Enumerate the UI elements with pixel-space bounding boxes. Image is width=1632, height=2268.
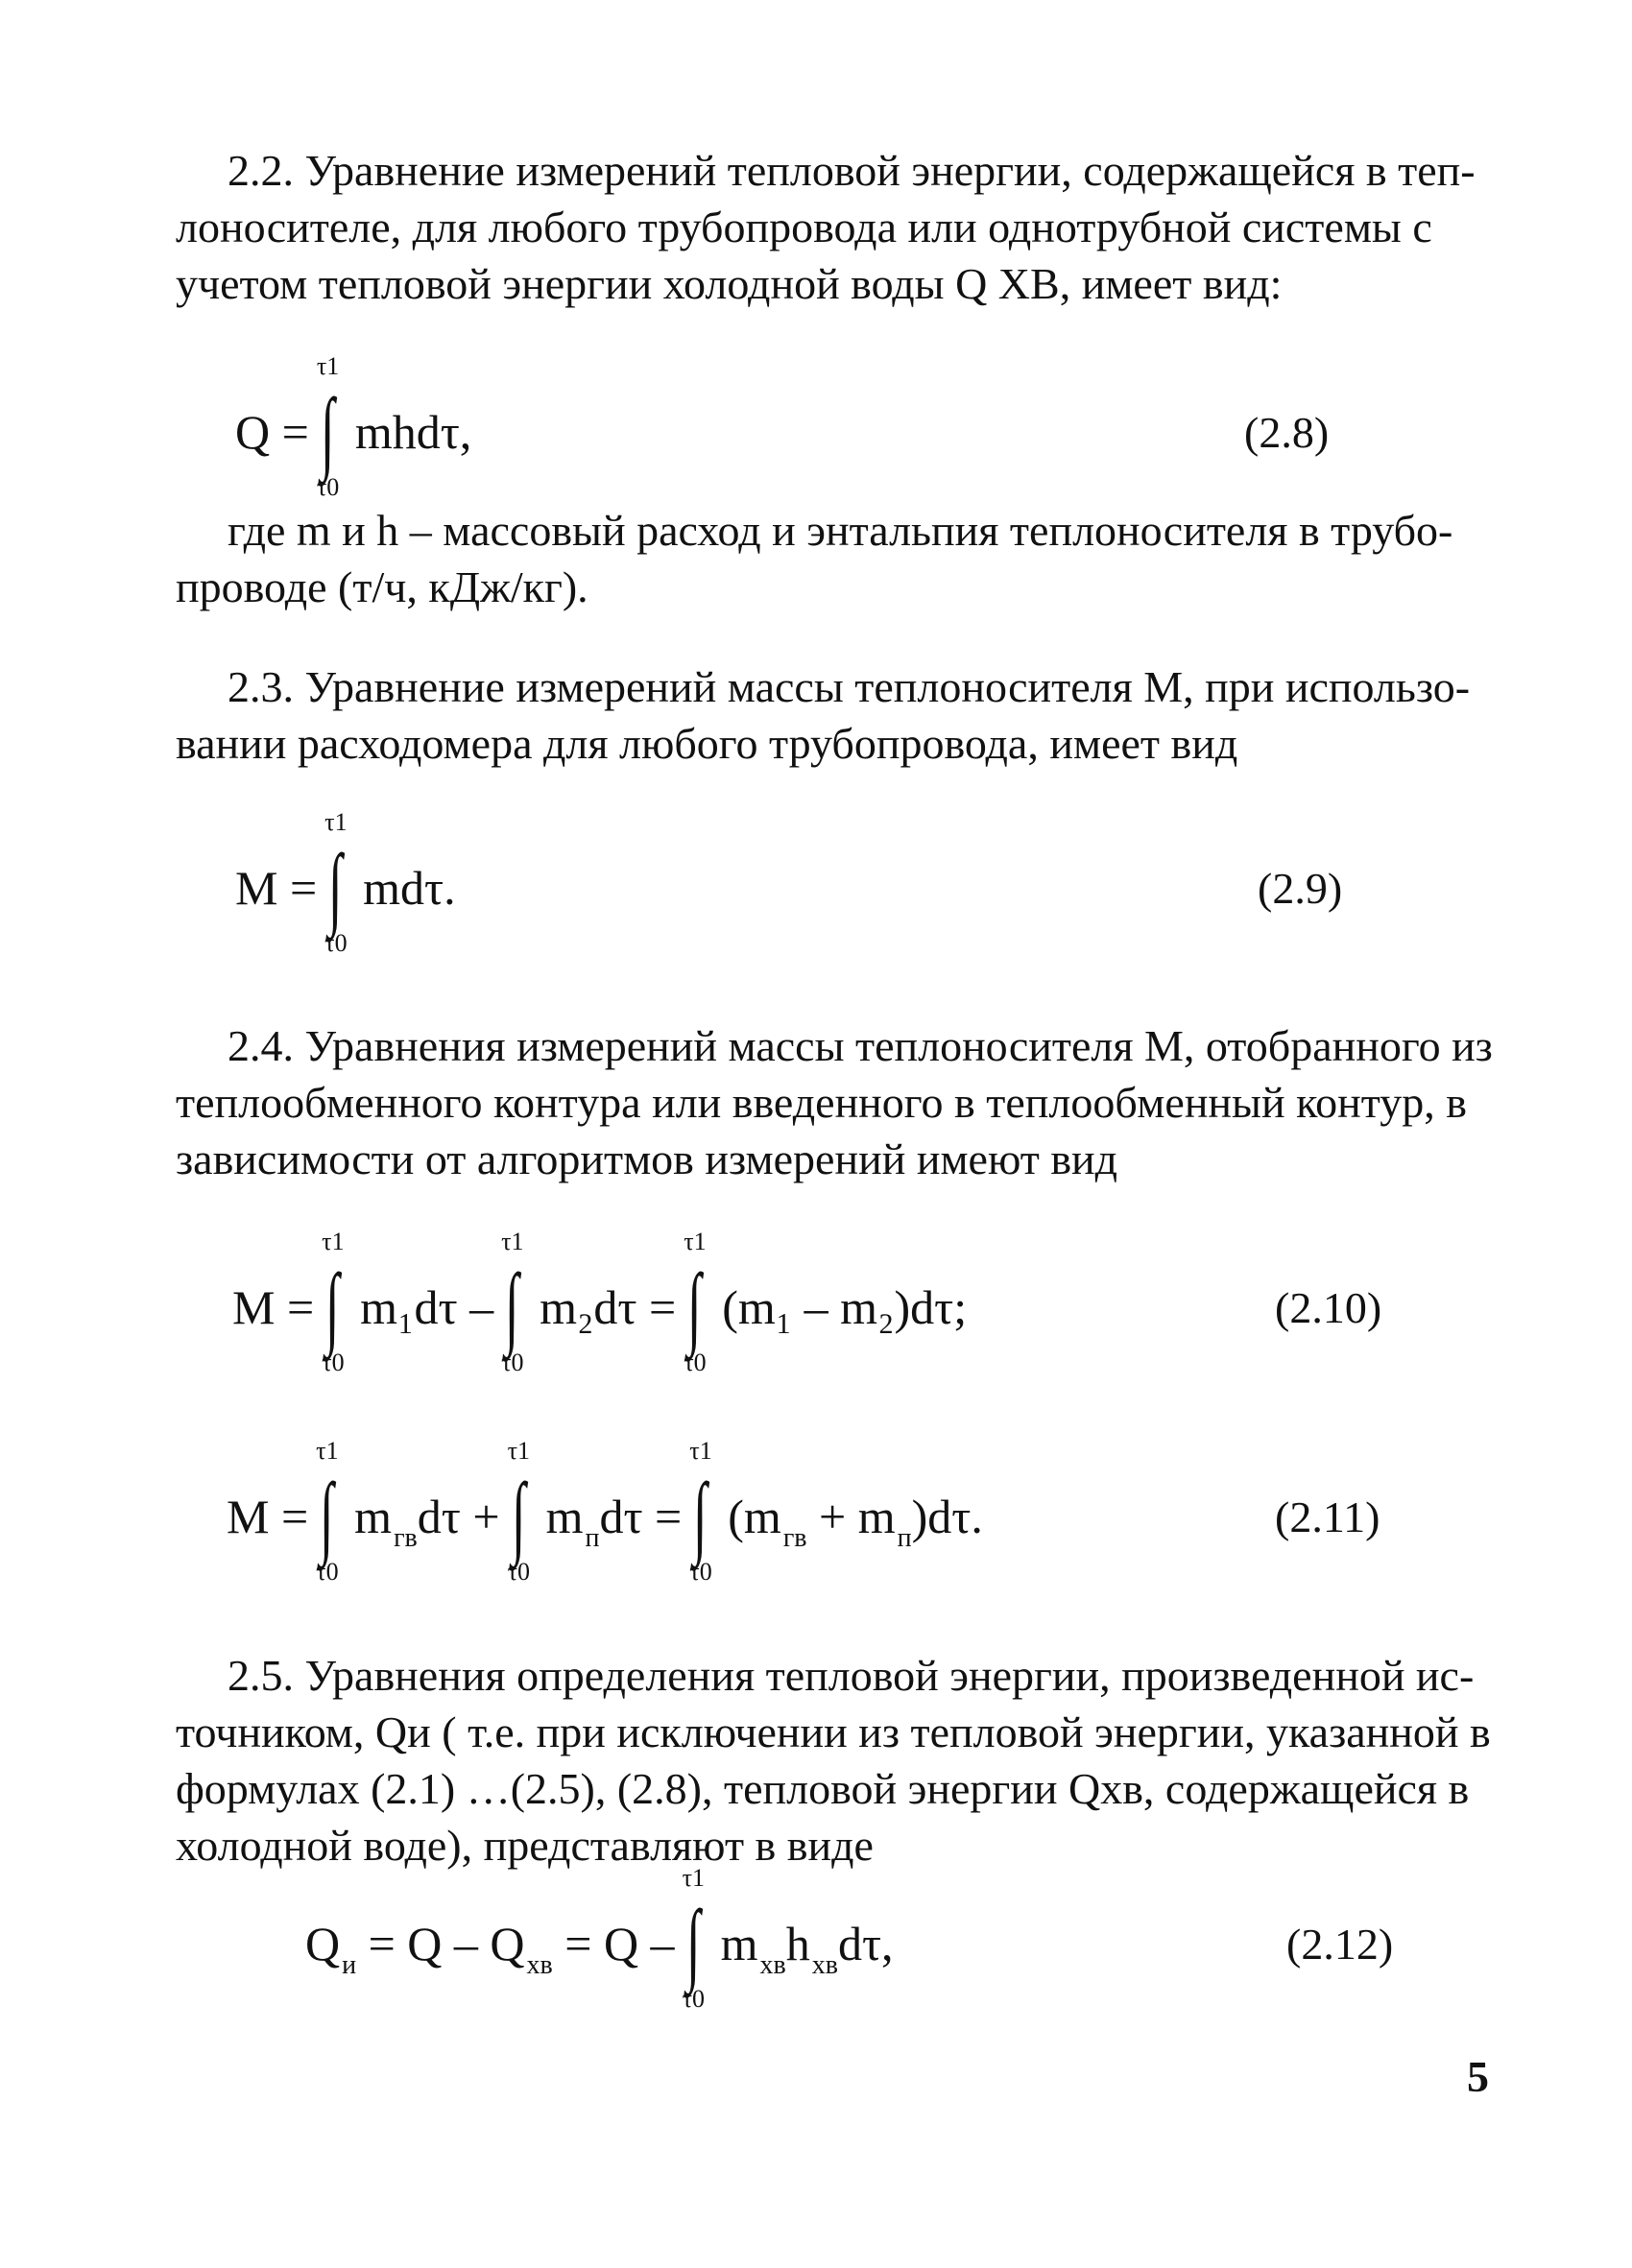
equation-2-12: [0, 1862, 1632, 2025]
paragraph-2-2: [176, 142, 1515, 312]
equation-lhs: M =: [235, 861, 318, 915]
equation-number: (2.10): [1275, 1282, 1382, 1332]
integral-sign: τ1 ∫ τ0: [316, 1437, 339, 1586]
text-line: вании расходомера для любого трубопровода, имеет вид: [176, 719, 1238, 768]
text-line: где m и h – массовый расход и энтальпия теплоносителя в трубо-: [228, 506, 1453, 555]
text-line: учетом тепловой энергии холодной воды Q ХВ, имеет вид:: [176, 259, 1283, 308]
equation-number: (2.12): [1286, 1919, 1394, 1969]
equation-2-10: [0, 1226, 1632, 1389]
text-line: холодной воде), представляют в виде: [176, 1821, 874, 1870]
page-number: 5: [1467, 2052, 1489, 2101]
text-line: 2.3. Уравнение измерений массы теплоносителя М, при использо-: [228, 662, 1471, 711]
text-line: 2.4. Уравнения измерений массы теплоносителя М, отобранного из: [228, 1021, 1493, 1070]
text-line: формулах (2.1) …(2.5), (2.8), тепловой энергии Qхв, содержащейся в: [176, 1764, 1470, 1813]
integrand: $m_{гв}d\tau$ +: [354, 1490, 500, 1553]
equation-lhs: $Q_и = Q - Q_{хв} = Q$ –: [305, 1917, 675, 1980]
paragraph-2-5: [176, 1647, 1515, 1874]
paragraph-2-2-definitions: [176, 502, 1515, 615]
integral-sign: τ1 ∫ τ0: [501, 1228, 524, 1376]
text-line: проводе (т/ч, кДж/кг).: [176, 562, 588, 611]
integral-sign: τ1 ∫ τ0: [689, 1437, 712, 1586]
integral-sign: τ1 ∫ τ0: [316, 352, 340, 501]
text-line: 2.5. Уравнения определения тепловой энергии, произведенной ис-: [228, 1651, 1475, 1700]
text-line: зависимости от алгоритмов измерений имеют вид: [176, 1134, 1118, 1183]
integral-sign: τ1 ∫ τ0: [682, 1864, 706, 2013]
integrand: mhdτ,: [354, 405, 472, 459]
integrand: (m₁ – m₂)dτ;: [722, 1280, 968, 1334]
equation-number: (2.11): [1275, 1492, 1380, 1541]
equation-2-11: [0, 1435, 1632, 1598]
equation-lhs: M =: [232, 1280, 315, 1334]
integral-sign: τ1 ∫ τ0: [324, 808, 348, 957]
integrand: m₁dτ –: [360, 1280, 494, 1334]
equation-lhs: Q =: [235, 405, 309, 459]
integrand: $m_{хв}h_{хв}d\tau$,: [720, 1917, 894, 1980]
equation-lhs: M =: [227, 1490, 309, 1543]
equation-2-9: [0, 806, 1632, 969]
integrand: mdτ.: [363, 861, 456, 915]
text-line: 2.2. Уравнение измерений тепловой энергии, содержащейся в теп-: [228, 146, 1476, 195]
paragraph-2-3: [176, 658, 1515, 772]
integrand: $m_пd\tau$ =: [545, 1490, 683, 1553]
text-line: точником, Qи ( т.е. при исключении из тепловой энергии, указанной в: [176, 1707, 1491, 1756]
integral-sign: τ1 ∫ τ0: [684, 1228, 707, 1376]
equation-number: (2.9): [1258, 863, 1343, 913]
text-line: лоносителе, для любого трубопровода или однотрубной системы с: [176, 203, 1432, 251]
equation-number: (2.8): [1244, 407, 1330, 457]
paragraph-2-4: [176, 1017, 1515, 1187]
integral-sign: τ1 ∫ τ0: [507, 1437, 531, 1586]
integral-sign: τ1 ∫ τ0: [322, 1228, 345, 1376]
integrand: m₂dτ =: [540, 1280, 677, 1334]
text-line: теплообменного контура или введенного в теплообменный контур, в: [176, 1078, 1467, 1127]
equation-2-8: [0, 350, 1632, 513]
integrand: $(m_{гв} + m_п)d\tau$.: [728, 1490, 983, 1553]
